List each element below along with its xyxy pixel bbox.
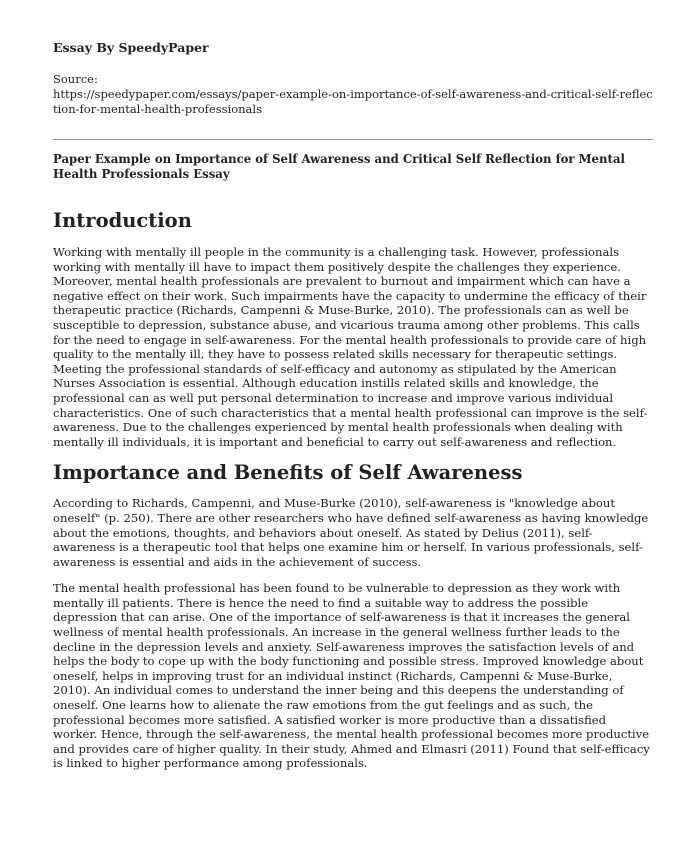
source-url[interactable]: https://speedypaper.com/essays/paper-example-on-importance-of-self-awareness-and-critical-self-reflection-for-mental-health-professionals bbox=[53, 87, 653, 116]
source-label: Source: bbox=[53, 72, 98, 86]
section-heading-introduction: Introduction bbox=[53, 209, 192, 232]
body-paragraph: The mental health professional has been found to be vulnerable to depression as they work with mentally ill patients. There is hence the need to find a suitable way to address the possible depression that can arise. One of the importance of self-awareness is that it increases the general wellness of mental health professionals. An increase in the general wellness further leads to the decline in the depression levels and anxiety. Self-awareness improves the satisfaction levels of and helps the body to cope up with the body functioning and possible stress. Improved knowledge about oneself, helps in improving trust for an individual instinct (Richards, Campenni & Muse-Burke, 2010). An individual comes to understand the inner being and this deepens the understanding of oneself. One learns how to alienate the raw emotions from the gut feelings and as such, the professional becomes more satisfied. A satisfied worker is more productive than a dissatisfied worker. Hence, through the self-awareness, the mental health professional becomes more productive and provides care of higher quality. In their study, Ahmed and Elmasri (2011) Found that self-efficacy is linked to higher performance among professionals. bbox=[53, 581, 650, 771]
section-heading-importance-benefits: Importance and Benefits of Self Awareness bbox=[53, 461, 523, 485]
body-paragraph: According to Richards, Campenni, and Muse-Burke (2010), self-awareness is "knowledge about oneself" (p. 250). There are other researchers who have defined self-awareness as having knowledge about the emotions, thoughts, and behaviors about oneself. As stated by Delius (2011), self-awareness is a therapeutic tool that helps one examine him or herself. In various professionals, self-awareness is essential and aids in the achievement of success. bbox=[53, 496, 649, 569]
header-divider bbox=[53, 139, 653, 140]
document-page bbox=[53, 40, 653, 783]
essay-attribution: Essay By SpeedyPaper bbox=[53, 40, 209, 55]
body-paragraph: Working with mentally ill people in the community is a challenging task. However, professionals working with mentally ill have to impact them positively despite the challenges they experience. Moreover, mental health professionals are prevalent to burnout and impairment which can have a negative effect on their work. Such impairments have the capacity to undermine the efficacy of their therapeutic practice (Richards, Campenni & Muse-Burke, 2010). The professionals can as well be susceptible to depression, substance abuse, and vicarious trauma among other problems. This calls for the need to engage in self-awareness. For the mental health professionals to provide care of high quality to the mentally ill, they have to possess related skills necessary for therapeutic settings. Meeting the professional standards of self-efficacy and autonomy as stipulated by the American Nurses Association is essential. Although education instills related skills and knowledge, the professional can as well put personal determination to increase and improve various individual characteristics. One of such characteristics that a mental health professional can improve is the self-awareness. Due to the challenges experienced by mental health professionals when dealing with mentally ill individuals, it is important and beneficial to carry out self-awareness and reflection. bbox=[53, 245, 648, 449]
paper-title: Paper Example on Importance of Self Awareness and Critical Self Reflection for Mental Health Professionals Essay bbox=[53, 152, 625, 181]
